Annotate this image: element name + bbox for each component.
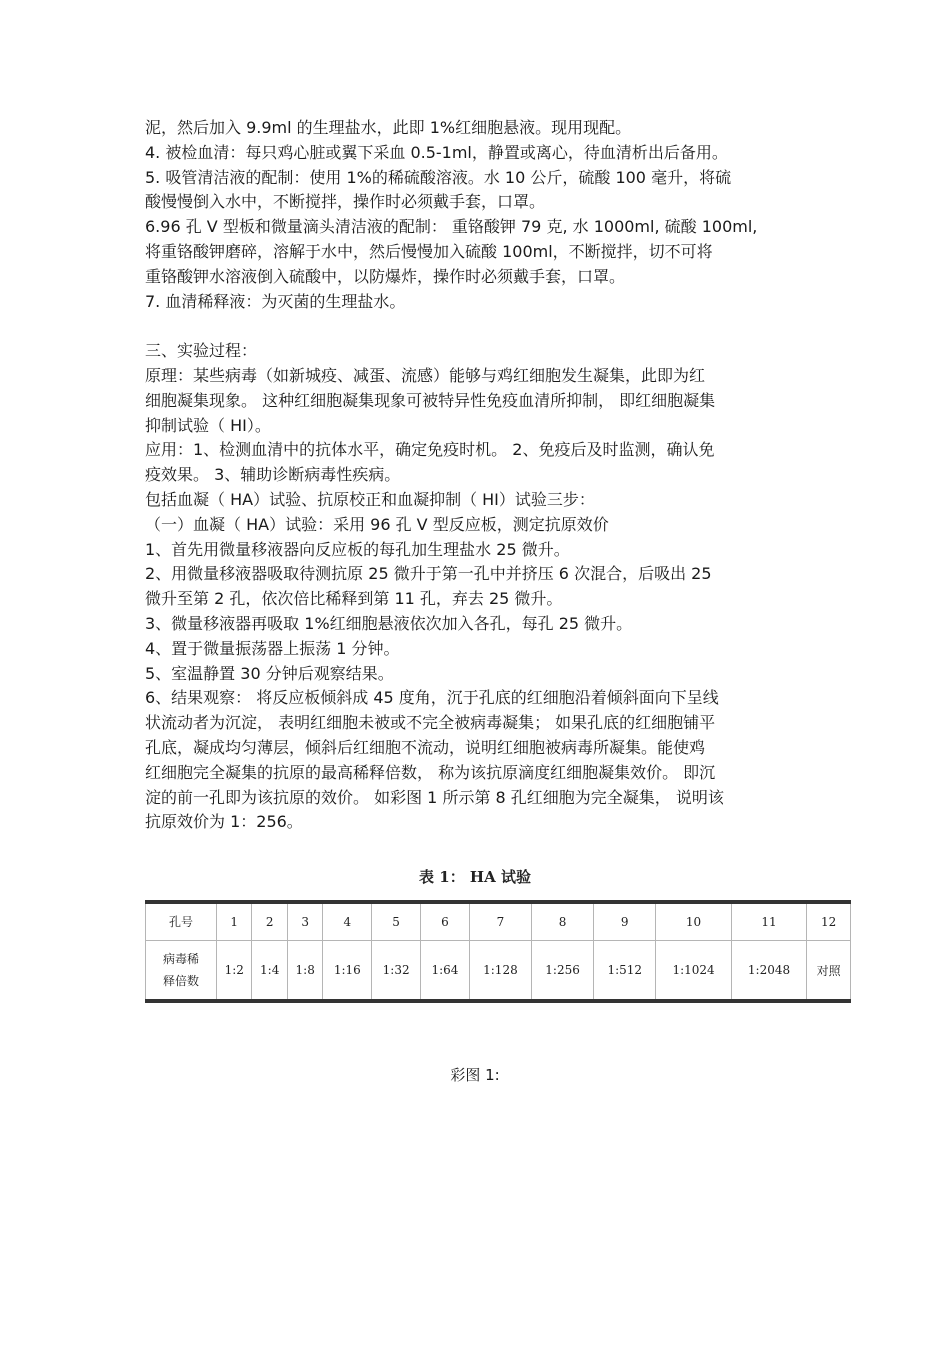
dilution-cell: 1:64 [421,941,470,1002]
text-line: 原理：某些病毒（如新城疫、减蛋、流感）能够与鸡红细胞发生凝集，此即为红 [145,365,706,385]
text-line: 状流动者为沉淀， 表明红细胞未被或不完全被病毒凝集； 如果孔底的红细胞铺平 [145,713,716,733]
text-line: 1、首先用微量移液器向反应板的每孔加生理盐水 25 微升。 [145,539,570,559]
text-line: 淀的前一孔即为该抗原的效价。 如彩图 1 所示第 8 孔红细胞为完全凝集， 说明该 [145,787,724,807]
well-number-cell: 3 [287,902,322,941]
dilution-cell: 1:512 [594,941,656,1002]
table-title: 表 1： HA 试验 [419,868,531,886]
dilution-cell: 1:16 [323,941,372,1002]
text-line: 将重铬酸钾磨碎，溶解于水中，然后慢慢加入硫酸 100ml，不断搅拌，切不可将 [145,241,713,261]
dilution-label [146,941,217,1002]
text-line: 泥，然后加入 9.9ml 的生理盐水，此即 1%红细胞悬液。现用现配。 [145,118,632,137]
text-line: 3、微量移液器再吸取 1%红细胞悬液依次加入各孔，每孔 25 微升。 [145,613,633,633]
text-line: 4. 被检血清：每只鸡心脏或翼下采血 0.5-1ml，静置或离心，待血清析出后备用。 [145,142,728,162]
text-line: 微升至第 2 孔，依次倍比稀释到第 11 孔，弃去 25 微升。 [145,589,563,609]
dilution-cell: 1:4 [252,941,287,1002]
dilution-cell: 1:2 [217,941,252,1002]
blank-line [145,314,815,339]
well-number-label: 孔号 [146,902,217,941]
dilution-label-line-2: 释倍数 [162,974,199,988]
well-number-cell: 6 [421,902,470,941]
text-line: 酸慢慢倒入水中，不断搅拌，操作时必须戴手套，口罩。 [145,192,546,212]
well-number-cell: 4 [323,902,372,941]
dilution-label-line-1: 病毒稀 [162,952,199,966]
body-text [145,116,815,835]
text-line: 5、室温静置 30 分钟后观察结果。 [145,663,394,683]
well-number-cell: 9 [594,902,656,941]
text-line: 2、用微量移液器吸取待测抗原 25 微升于第一孔中并挤压 6 次混合，后吸出 25 [145,564,712,584]
well-number-cell: 2 [252,902,287,941]
text-line: 抗原效价为 1：256。 [145,812,303,832]
text-line: 重铬酸钾水溶液倒入硫酸中，以防爆炸，操作时必须戴手套，口罩。 [145,266,626,286]
figure-caption: 彩图 1: [450,1066,500,1084]
dilution-cell: 1:32 [372,941,421,1002]
text-line: 6.96 孔 V 型板和微量滴头清洁液的配制： 重铬酸钾 79 克, 水 1000ml, 硫酸 100ml, [145,217,758,237]
well-number-cell: 5 [372,902,421,941]
text-line: 7. 血清稀释液：为灭菌的生理盐水。 [145,291,406,311]
text-line: 红细胞完全凝集的抗原的最高稀释倍数， 称为该抗原滴度红细胞凝集效价。 即沉 [145,762,716,782]
table-header-row [146,902,851,941]
dilution-cell: 1:2048 [731,941,806,1002]
dilution-cell: 1:128 [469,941,531,1002]
text-line: （一）血凝（ HA）试验：采用 96 孔 V 型反应板，测定抗原效价 [145,514,609,534]
table-row [146,941,851,1002]
text-line: 抑制试验（ HI）。 [145,415,271,435]
dilution-cell: 1:1024 [656,941,731,1002]
well-number-cell: 11 [731,902,806,941]
text-line: 细胞凝集现象。 这种红细胞凝集现象可被特异性免疫血清所抑制， 即红细胞凝集 [145,390,716,410]
dilution-cell: 1:256 [532,941,594,1002]
text-line: 孔底，凝成均匀薄层，倾斜后红细胞不流动，说明红细胞被病毒所凝集。能使鸡 [145,737,706,757]
text-line: 三、实验过程： [145,341,258,361]
dilution-cell: 1:8 [287,941,322,1002]
text-line: 5. 吸管清洁液的配制：使用 1%的稀硫酸溶液。水 10 公斤，硫酸 100 毫升，将硫 [145,167,732,187]
well-number-cell: 12 [807,902,851,941]
text-line: 4、置于微量振荡器上振荡 1 分钟。 [145,638,400,658]
well-number-cell: 1 [217,902,252,941]
text-line: 包括血凝（ HA）试验、抗原校正和血凝抑制（ HI）试验三步： [145,489,595,509]
text-line: 应用：1、检测血清中的抗体水平，确定免疫时机。 2、免疫后及时监测，确认免 [145,440,715,460]
ha-test-table [145,900,851,1003]
well-number-cell: 7 [469,902,531,941]
well-number-cell: 10 [656,902,731,941]
dilution-cell: 对照 [807,941,851,1002]
text-line: 6、结果观察： 将反应板倾斜成 45 度角，沉于孔底的红细胞沿着倾斜面向下呈线 [145,688,719,708]
well-number-cell: 8 [532,902,594,941]
text-line: 疫效果。 3、辅助诊断病毒性疾病。 [145,465,401,485]
